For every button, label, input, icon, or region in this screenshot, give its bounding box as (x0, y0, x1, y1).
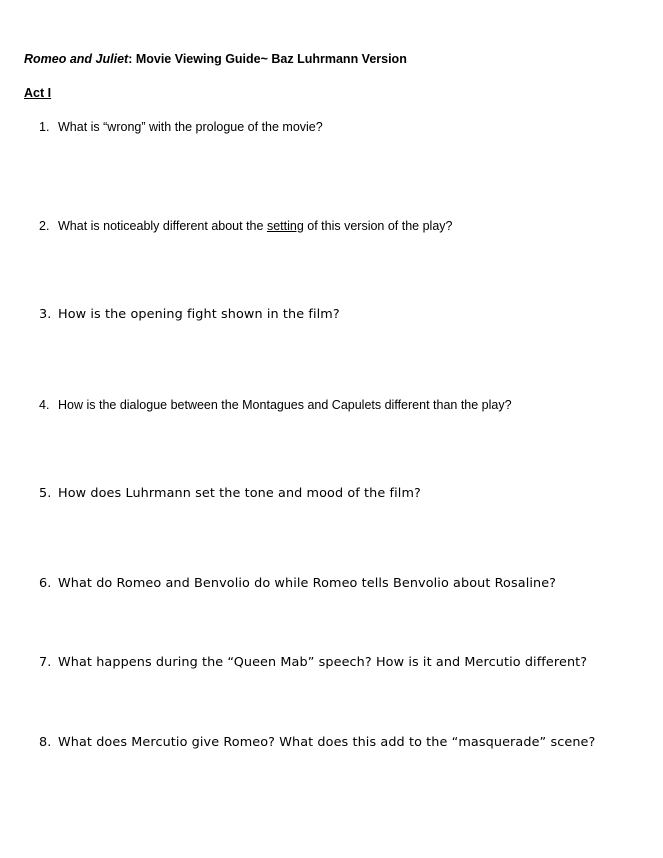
question-text: What is noticeably different about the (58, 219, 267, 233)
question-3 (39, 307, 340, 322)
question-number: 6. (39, 576, 52, 591)
question-number: 3. (39, 307, 52, 322)
question-text: How does Luhrmann set the tone and mood of the film? (58, 486, 421, 501)
question-text-end: of this version of the play? (303, 219, 453, 233)
question-text: How is the dialogue between the Montagues and Capulets different than the play? (58, 398, 512, 412)
act-heading: Act I (24, 86, 52, 100)
question-number: 7. (39, 655, 52, 670)
question-7 (39, 655, 587, 670)
question-5 (39, 486, 421, 501)
question-text: What do Romeo and Benvolio do while Romeo tells Benvolio about Rosaline? (58, 576, 557, 591)
question-text: What happens during the “Queen Mab” speech? How is it and Mercutio different? (58, 655, 588, 670)
question-text: How is the opening fight shown in the film? (58, 307, 340, 322)
question-number: 4. (39, 398, 50, 412)
question-8 (39, 735, 595, 750)
underlined-word: setting (266, 219, 304, 233)
play-title: Romeo and Juliet (24, 52, 129, 66)
question-4 (39, 398, 512, 412)
guide-title: : Movie Viewing Guide~ Baz Luhrmann Version (128, 52, 407, 66)
question-6 (39, 576, 556, 591)
question-number: 1. (39, 120, 50, 134)
document-title (24, 52, 407, 66)
question-number: 8. (39, 735, 52, 750)
question-number: 2. (39, 219, 50, 233)
question-text: What is “wrong” with the prologue of the movie? (58, 120, 323, 134)
question-number: 5. (39, 486, 52, 501)
question-text: What does Mercutio give Romeo? What does this add to the “masquerade” scene? (58, 735, 596, 750)
question-2 (39, 219, 452, 233)
question-1 (39, 120, 323, 134)
